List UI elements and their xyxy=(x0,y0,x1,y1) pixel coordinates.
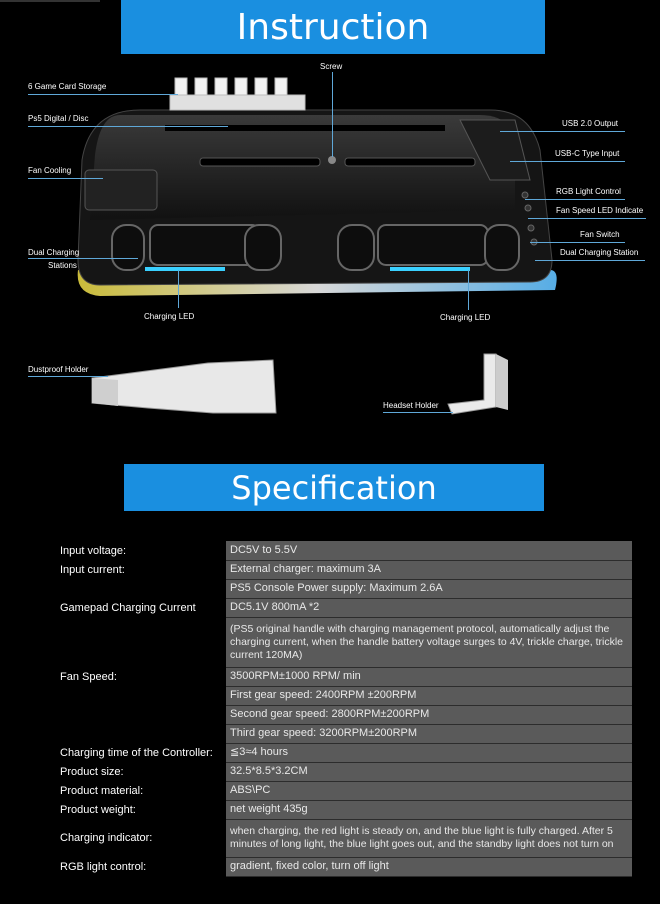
spec-table xyxy=(56,541,632,877)
charging-station-illustration xyxy=(60,60,630,310)
callout-line xyxy=(28,126,228,127)
callout-rgb-control: RGB Light Control xyxy=(556,187,621,196)
spec-value: DC5V to 5.5V xyxy=(226,541,632,560)
callout-screw: Screw xyxy=(320,62,343,71)
spec-row xyxy=(56,781,632,800)
callout-fan-switch: Fan Switch xyxy=(580,230,620,239)
callout-line xyxy=(28,178,103,179)
dustproof-holder-illustration xyxy=(88,358,278,418)
spec-row xyxy=(56,743,632,762)
spec-value: Third gear speed: 3200RPM±200RPM xyxy=(226,724,632,743)
callout-line xyxy=(383,412,453,413)
spec-value: gradient, fixed color, turn off light xyxy=(226,857,632,876)
callout-line xyxy=(528,218,646,219)
callout-line xyxy=(510,161,625,162)
spec-row xyxy=(56,705,632,724)
spec-label: RGB light control: xyxy=(60,860,147,873)
spec-value: DC5.1V 800mA *2 xyxy=(226,598,632,617)
callout-fan-cooling: Fan Cooling xyxy=(28,166,72,175)
callout-usb2: USB 2.0 Output xyxy=(562,119,619,128)
spec-row xyxy=(56,617,632,667)
spec-row xyxy=(56,800,632,819)
spec-value: Second gear speed: 2800RPM±200RPM xyxy=(226,705,632,724)
callout-fan-led: Fan Speed LED Indicate xyxy=(556,206,644,215)
callout-line xyxy=(332,72,333,157)
spec-row xyxy=(56,724,632,743)
callout-line xyxy=(500,131,625,132)
headset-holder-illustration xyxy=(444,352,514,424)
instruction-banner: Instruction xyxy=(121,0,545,54)
spec-label: Charging indicator: xyxy=(60,832,153,844)
callout-line xyxy=(525,199,625,200)
spec-value: PS5 Console Power supply: Maximum 2.6A xyxy=(226,579,632,598)
spec-value: 3500RPM±1000 RPM/ min xyxy=(226,667,632,686)
callout-dustproof: Dustproof Holder xyxy=(28,365,89,374)
callout-line xyxy=(28,376,108,377)
spec-row xyxy=(56,762,632,781)
callout-line xyxy=(28,94,178,95)
spec-row xyxy=(56,686,632,705)
callout-charging-led-left: Charging LED xyxy=(144,312,195,321)
spec-value: (PS5 original handle with charging management protocol, automatically adjust the charging current, when the handle battery voltage surges to 4V, trickle charge, trickle current 120MA) xyxy=(226,617,632,667)
spec-row xyxy=(56,667,632,686)
callout-card-storage: 6 Game Card Storage xyxy=(28,82,107,91)
callout-line xyxy=(535,260,645,261)
spec-label: Fan Speed: xyxy=(60,670,117,683)
spec-row xyxy=(56,857,632,876)
spec-row xyxy=(56,819,632,857)
spec-label: Product material: xyxy=(60,784,144,797)
spec-label: Input current: xyxy=(60,563,125,576)
callout-dual-station-right: Dual Charging Station xyxy=(560,248,639,257)
spec-label: Gamepad Charging Current xyxy=(60,601,196,614)
spec-value: 32.5*8.5*3.2CM xyxy=(226,762,632,781)
callout-line xyxy=(530,242,625,243)
spec-value: External charger: maximum 3A xyxy=(226,560,632,579)
spec-value: First gear speed: 2400RPM ±200RPM xyxy=(226,686,632,705)
spec-row xyxy=(56,541,632,560)
spec-value: ABS\PC xyxy=(226,781,632,800)
spec-row xyxy=(56,579,632,598)
callout-headset: Headset Holder xyxy=(383,401,439,410)
spec-label: Product size: xyxy=(60,765,124,778)
callout-dual-station-left-2: Stations xyxy=(48,261,77,270)
spec-value: when charging, the red light is steady on, and the blue light is fully charged. After 5 minutes of long light, the blue light goes out, and the standby light does not turn on xyxy=(226,819,632,857)
callout-line xyxy=(468,270,469,310)
callout-line xyxy=(28,258,138,259)
callout-dual-station-left-1: Dual Charging xyxy=(28,248,80,257)
spec-value: net weight 435g xyxy=(226,800,632,819)
spec-label: Input voltage: xyxy=(60,544,127,557)
callout-ps5-disc: Ps5 Digital / Disc xyxy=(28,114,89,123)
callout-charging-led-right: Charging LED xyxy=(440,313,491,322)
spec-value: ≦3≈4 hours xyxy=(226,743,632,762)
spec-row xyxy=(56,598,632,617)
spec-label: Charging time of the Controller: xyxy=(60,746,213,759)
top-divider xyxy=(0,0,100,2)
callout-usbc: USB-C Type Input xyxy=(555,149,620,158)
callout-line xyxy=(178,270,179,308)
specification-banner: Specification xyxy=(124,464,544,511)
spec-label: Product weight: xyxy=(60,803,136,816)
spec-row xyxy=(56,560,632,579)
